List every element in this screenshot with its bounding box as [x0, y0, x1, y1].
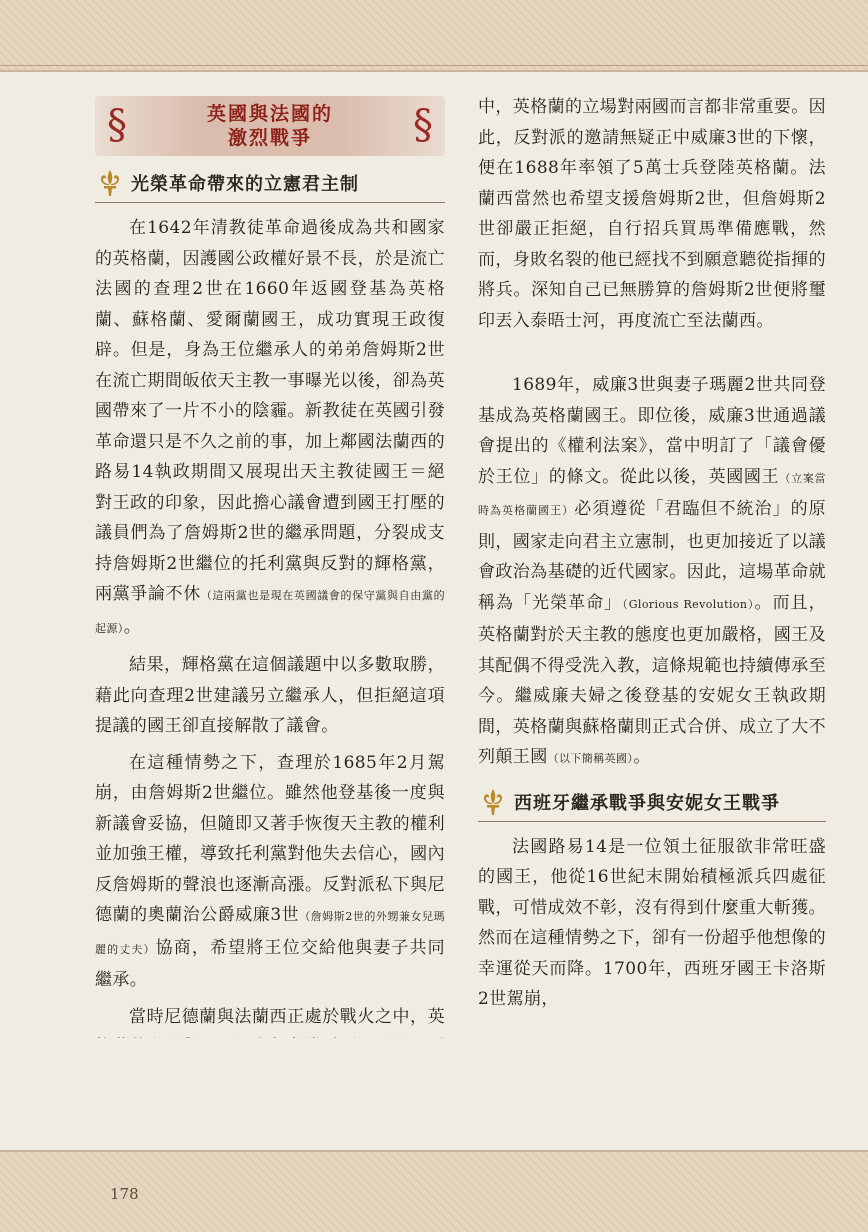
section-heading-spanish-succession — [478, 787, 826, 822]
paragraph: 1689年，威廉3世與妻子瑪麗2世共同登基成為英格蘭國王。即位後，威廉3世通過議會提出的《權利法案》，當中明訂了「議會優於王位」的條文。從此以後，英國國王（立案當時為英格蘭國王）必須遵從「君臨但不統治」的原則，國家走向君主立憲制，也更加接近了以議會政治為基礎的近代國家。因此，這場革命就稱為「光榮革命」（Glorious Revolution）。而且，英格蘭對於天主教的態度也更加嚴格，國王及其配偶不得受洗入教，這條規範也持續傳承至今。繼威廉夫婦之後登基的安妮女王執政期間，英格蘭與蘇格蘭則正式合併、成立了大不列顛王國（以下簡稱英國）。 — [478, 375, 826, 767]
right-column — [478, 92, 826, 1021]
annotation: （以下簡稱英國） — [547, 752, 634, 765]
section-heading-glorious-revolution — [95, 168, 445, 203]
paragraph-continuation: 中，英格蘭的立場對兩國而言都非常重要。因此，反對派的邀請無疑正中威廉3世的下懷，便在1688年率領了5萬士兵登陸英格蘭。法蘭西當然也希望支援詹姆斯2世，但詹姆斯2世卻嚴正拒絕，自行招兵買馬準備應戰，然而，身敗名裂的他已經找不到願意聽從指揮的將兵。深知自己已無勝算的詹姆斯2世便將璽印丟入泰晤士河，再度流亡至法蘭西。 — [478, 97, 826, 331]
paragraph: 法國路易14是一位領土征服欲非常旺盛的國王，他從16世紀末開始積極派兵四處征戰，可惜成效不彰，沒有得到什麼重大斬獲。然而在這種情勢之下，卻有一份超乎他想像的幸運從天而降。1700年，西班牙國王卡洛斯2世駕崩， — [478, 836, 826, 1009]
top-decorative-band — [0, 0, 868, 72]
section-ornament-right: § — [413, 102, 433, 148]
annotation: （立案當時為英格蘭國王） — [478, 471, 826, 517]
page-number: 178 — [110, 1185, 139, 1203]
left-column — [95, 90, 445, 1044]
fleur-de-lis-icon — [95, 168, 125, 198]
paragraph: 在這種情勢之下，查理於1685年2月駕崩，由詹姆斯2世繼位。雖然他登基後一度與新議會妥協，但隨即又著手恢復天主教的權利並加強王權，導致托利黨對他失去信心，國內反詹姆斯的聲浪也逐漸高漲。反對派私下與尼德蘭的奧蘭治公爵威廉3世（詹姆斯2世的外甥兼女兒瑪麗的丈夫）協商，希望將王位交給他與妻子共同繼承。 — [95, 752, 446, 990]
chapter-banner — [95, 96, 445, 156]
fleur-de-lis-icon — [478, 787, 508, 817]
annotation: （這兩黨也是現在英國議會的保守黨與自由黨的起源） — [95, 589, 445, 635]
chapter-title: 英國與法國的 激烈戰爭 — [206, 103, 333, 149]
section-heading-label: 光榮革命帶來的立憲君主制 — [131, 174, 359, 195]
annotation: （詹姆斯2世的外甥兼女兒瑪麗的丈夫） — [95, 910, 445, 956]
paragraph: 結果，輝格黨在這個議題中以多數取勝，藉此向查理2世建議另立繼承人，但拒絕這項提議的國王卻直接解散了議會。 — [95, 655, 445, 736]
section-ornament-left: § — [107, 102, 127, 148]
paragraph: 在1642年清教徒革命過後成為共和國家的英格蘭，因護國公政權好景不長，於是流亡法國的查理2世在1660年返國登基為英格蘭、蘇格蘭、愛爾蘭國王，成功實現王政復辟。但是，身為王位繼承人的弟弟詹姆斯2世在流亡期間皈依天主教一事曝光以後，卻為英國帶來了一片不小的陰霾。新教徒在英國引發革命還只是不久之前的事，加上鄰國法蘭西的路易14執政期間又展現出天主教徒國王＝絕對王政的印象，因此擔心議會遭到國王打壓的議員們為了詹姆斯2世的繼承問題，分裂成支持詹姆斯2世繼位的托利黨與反對的輝格黨，兩黨爭論不休（這兩黨也是現在英國議會的保守黨與自由黨的起源）。 — [95, 218, 445, 637]
paragraph-continued: 當時尼德蘭與法蘭西正處於戰火之中，英 — [129, 1006, 445, 1027]
section-heading-label: 西班牙繼承戰爭與安妮女王戰爭 — [514, 792, 780, 814]
annotation: （Glorious Revolution） — [622, 597, 755, 611]
